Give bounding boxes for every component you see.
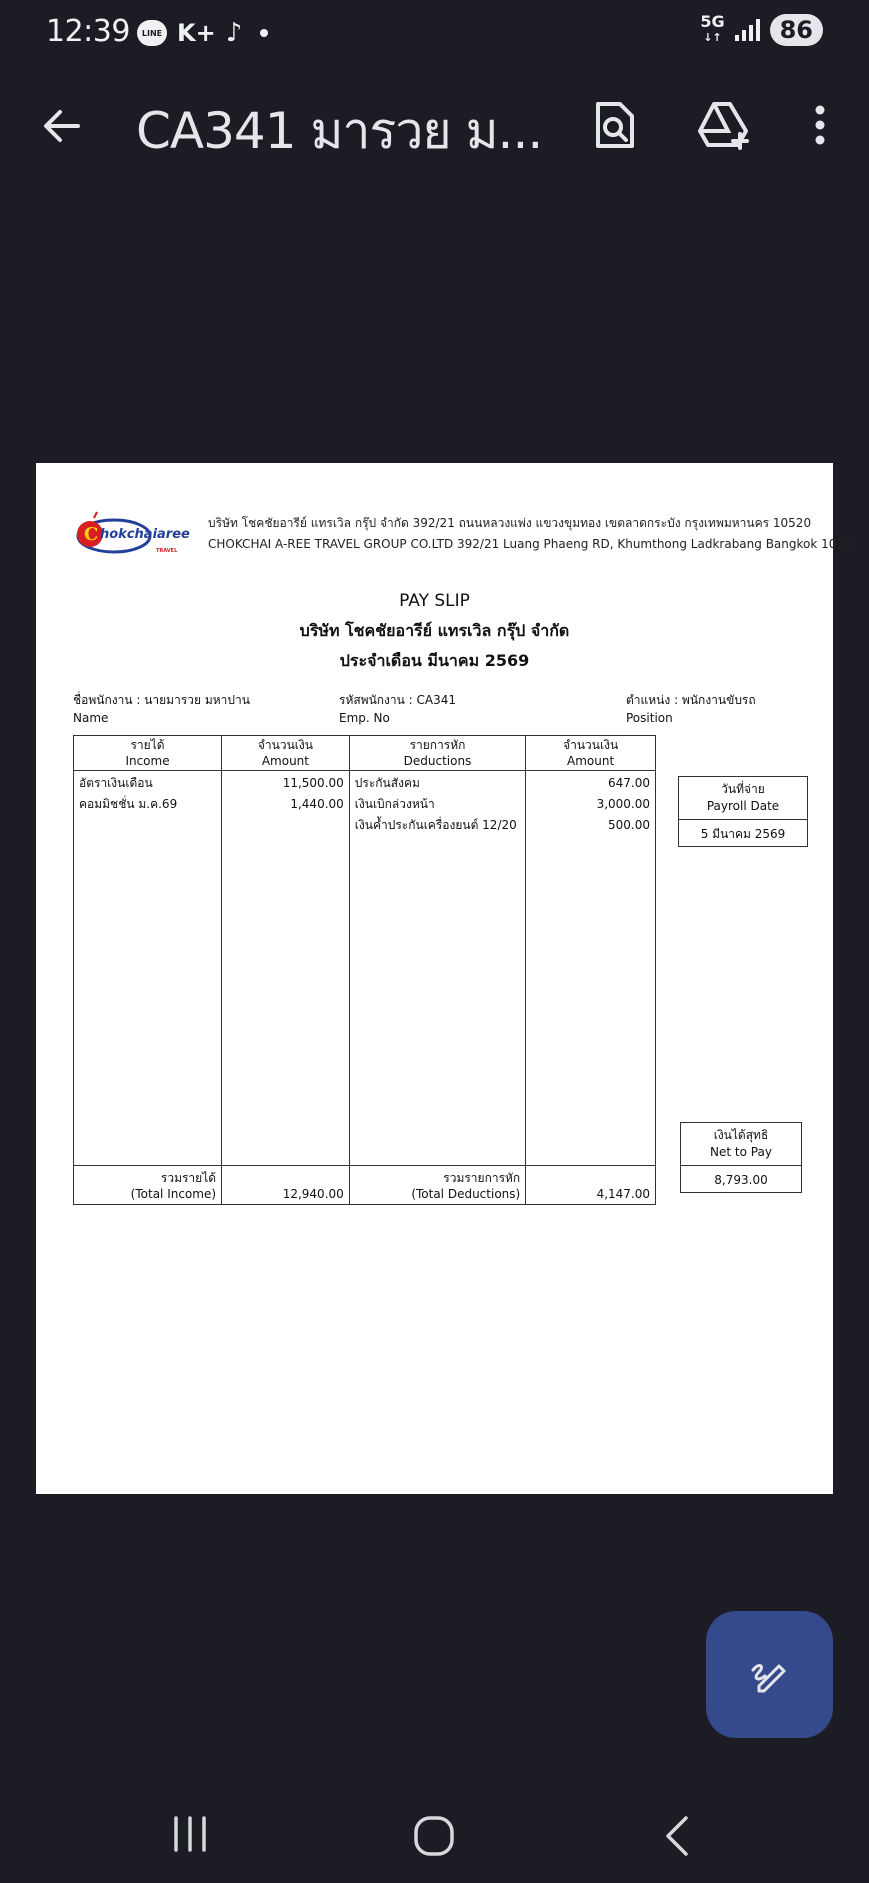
more-vert-icon[interactable] (800, 98, 840, 152)
total-income-label: รวมรายได้ (Total Income) (74, 1166, 222, 1205)
employee-number: รหัสพนักงาน : CA341 Emp. No (339, 693, 457, 725)
income-amounts (222, 771, 350, 1166)
deductions-header: รายการหัก Deductions (349, 736, 525, 771)
k-plus-icon: K+ (177, 19, 216, 47)
drive-add-icon[interactable] (696, 98, 750, 152)
notification-icons (137, 18, 268, 48)
app-bar (0, 80, 869, 170)
svg-text:C: C (84, 524, 99, 545)
total-deductions-value: 4,147.00 (526, 1166, 656, 1205)
clock: 12:39 (46, 14, 130, 49)
list-item: 647.00 (608, 776, 650, 790)
employee-name: ชื่อพนักงาน : นายมารวย มหาปาน Name (73, 693, 250, 725)
list-item: เงินเบิกล่วงหน้า (354, 797, 435, 811)
total-deductions-label: รวมรายการหัก (Total Deductions) (349, 1166, 525, 1205)
list-item: 1,440.00 (290, 797, 344, 811)
payroll-date-box: วันที่จ่าย Payroll Date 5 มีนาคม 2569 (678, 776, 808, 847)
home-icon[interactable] (412, 1814, 456, 1862)
network-type: 5G ↓↑ (700, 12, 725, 44)
document-title: CA341 มารวย ม... (136, 102, 543, 160)
payroll-date-value: 5 มีนาคม 2569 (700, 827, 786, 841)
deduction-amounts (526, 771, 656, 1166)
list-item: 11,500.00 (282, 776, 344, 790)
company-address: บริษัท โชคชัยอารีย์ แทรเวิล กรุ๊ป จำกัด 392/21 ถนนหลวงแพ่ง แขวงขุมทอง เขตลาดกระบัง กรุงเทพมหานคร 10520 CHOKCHAI A-REE TRAVEL GROUP CO.LTD 392/21 Luang Phaeng RD, Khumthong Ladkrabang Bangkok 10520 (208, 516, 860, 551)
company-name: บริษัท โชคชัยอารีย์ แทรเวิล กรุ๊ป จำกัด (299, 621, 570, 640)
pay-slip-page[interactable] (36, 463, 860, 1494)
employee-position: ตำแหน่ง : พนักงานขับรถ Position (626, 693, 756, 725)
battery-level: 86 (770, 14, 823, 46)
net-to-pay-box: เงินได้สุทธิ Net to Pay 8,793.00 (680, 1122, 802, 1193)
list-item: 500.00 (608, 818, 650, 832)
company-logo (74, 508, 194, 558)
list-item: 3,000.00 (596, 797, 650, 811)
back-arrow-icon[interactable] (38, 102, 86, 150)
income-header: รายได้ Income (74, 736, 222, 771)
edit-sign-icon (745, 1650, 795, 1700)
income-items (74, 771, 222, 1166)
status-bar (0, 0, 869, 66)
deductions-amount-header: จำนวนเงิน Amount (526, 736, 656, 771)
list-item: เงินค้ำประกันเครื่องยนต์ 12/20 (354, 818, 517, 832)
line-icon: LINE (137, 20, 167, 46)
total-income-value: 12,940.00 (222, 1166, 350, 1205)
back-icon[interactable] (660, 1814, 696, 1862)
signal-icon (735, 19, 760, 41)
svg-text:TRAVEL: TRAVEL (156, 548, 178, 554)
income-amount-header: จำนวนเงิน Amount (222, 736, 350, 771)
system-status (700, 14, 823, 46)
tiktok-icon: ♪ (225, 18, 243, 48)
list-item: ประกันสังคม (354, 776, 420, 790)
more-notifications-dot (260, 29, 268, 37)
deduction-items (349, 771, 525, 1166)
list-item: คอมมิชชั่น ม.ค.69 (79, 797, 178, 811)
pay-period: ประจำเดือน มีนาคม 2569 (339, 651, 530, 670)
list-item: อัตราเงินเดือน (79, 776, 153, 790)
document-search-icon[interactable] (588, 98, 642, 152)
svg-text:hokchaiaree: hokchaiaree (100, 527, 190, 542)
pay-slip-title: PAY SLIP (399, 591, 470, 611)
sign-document-button[interactable] (706, 1611, 833, 1738)
pay-slip-table (73, 735, 656, 1205)
system-nav-bar (0, 1800, 869, 1883)
net-to-pay-value: 8,793.00 (714, 1173, 768, 1187)
recents-icon[interactable] (170, 1814, 210, 1858)
